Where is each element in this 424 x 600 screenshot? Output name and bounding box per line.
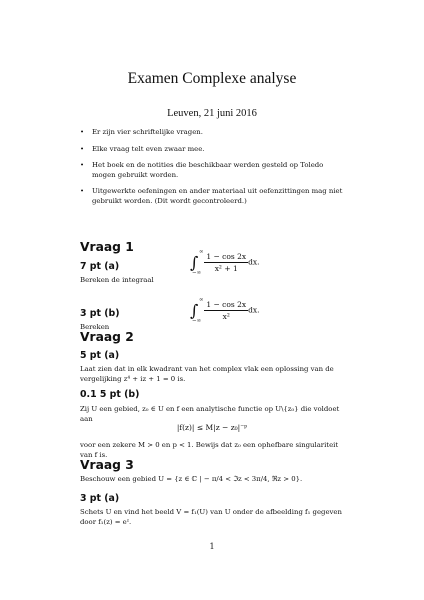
- document-date: Leuven, 21 juni 2016: [167, 108, 257, 119]
- vraag1-b-text: Bereken: [80, 323, 110, 331]
- vraag2-formula: |f(z)| ≤ M|z − z₀|⁻ᵖ: [176, 423, 248, 432]
- vraag3-intro: Beschouw een gebied U = {z ∈ ℂ | − π/4 < ℑz < 3π/4, ℜz > 0}.: [80, 475, 303, 483]
- integral-tail: dx.: [248, 305, 260, 315]
- vraag1-heading: Vraag 1: [80, 240, 134, 254]
- vraag2-heading: Vraag 2: [80, 330, 134, 344]
- vraag3-a-text: Schets U en vind het beeld V = f₁(U) van U onder de afbeelding f₁ gegeven door f₁(z) = eᶻ.: [80, 508, 342, 526]
- integral-sign: ∫ ∞ −∞: [190, 297, 204, 324]
- vraag1-a-integral: [190, 249, 260, 276]
- rule-item: • Het boek en de notities die beschikbaar werden gesteld op Toledo mogen gebruikt worden.: [80, 161, 346, 180]
- vraag2-a-text: Laat zien dat in elk kwadrant van het complex vlak een oplossing van de vergelijking z⁴ + iz + 1 = 0 is.: [80, 365, 334, 383]
- integrand-fraction: $\frac{1 - \cos 2x}{\text{x²}}$: [206, 300, 247, 321]
- vraag3-heading: Vraag 3: [80, 458, 134, 472]
- integrand-fraction: $\frac{1 - \cos 2x}{\text{x² + 1}}$: [206, 252, 247, 273]
- vraag1-a-heading: 7 pt (a): [80, 261, 120, 272]
- vraag1-a-text: Bereken de integraal: [80, 276, 154, 284]
- vraag2-sub-text1: Zij U een gebied, z₀ ∈ U en f een analytische functie op U\{z₀} die voldoet aan: [80, 405, 340, 423]
- vraag1-b-heading: 3 pt (b): [80, 308, 120, 319]
- rule-item: • Er zijn vier schriftelijke vragen.: [80, 128, 346, 138]
- integral-tail: dx.: [248, 257, 260, 267]
- vraag1-b-integral: [190, 297, 260, 324]
- page-number: 1: [209, 542, 215, 551]
- vraag2-sub-text2: voor een zekere M > 0 en p < 1. Bewijs dat z₀ een ophefbare singulariteit van f is.: [80, 441, 339, 459]
- integral-sign: ∫ ∞ −∞: [190, 249, 204, 276]
- document-title: Examen Complexe analyse: [127, 70, 297, 87]
- rule-item: • Elke vraag telt even zwaar mee.: [80, 145, 346, 155]
- vraag2-a-heading: 5 pt (a): [80, 350, 120, 361]
- rules-list: [80, 128, 346, 214]
- rule-item: • Uitgewerkte oefeningen en ander materiaal uit oefenzittingen mag niet gebruikt worden. (Dit wordt gecontroleerd.): [80, 187, 346, 206]
- vraag2-sub-heading: 0.1 5 pt (b): [80, 389, 140, 400]
- vraag3-a-heading: 3 pt (a): [80, 493, 120, 504]
